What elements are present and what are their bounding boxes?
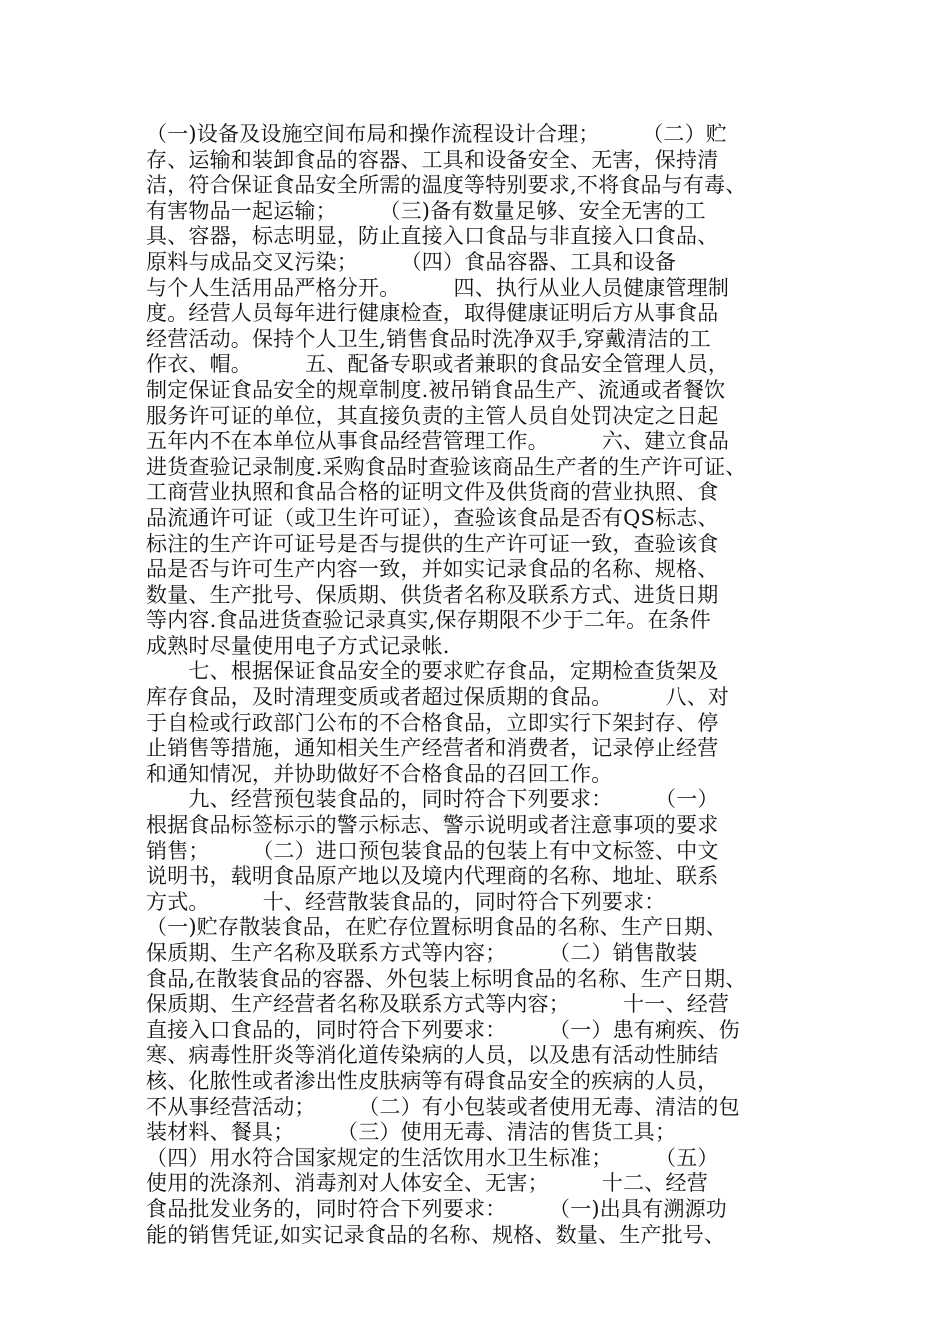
text-line: 食品,在散装食品的容器、外包装上标明食品的名称、生产日期、 bbox=[146, 966, 747, 991]
text-line: 度。经营人员每年进行健康检查，取得健康证明后方从事食品 bbox=[146, 301, 719, 326]
text-line: 方式。 十、经营散装食品的，同时符合下列要求： bbox=[146, 889, 666, 914]
text-line: 工商营业执照和食品合格的证明文件及供货商的营业执照、食 bbox=[146, 480, 719, 505]
text-line: 进货查验记录制度.采购食品时查验该商品生产者的生产许可证、 bbox=[146, 454, 747, 479]
text-line: 数量、生产批号、保质期、供货者名称及联系方式、进货日期 bbox=[146, 582, 719, 607]
text-line: 销售； （二）进口预包装食品的包装上有中文标签、中文 bbox=[146, 838, 719, 863]
text-line: 品是否与许可生产内容一致，并如实记录食品的名称、规格、 bbox=[146, 557, 719, 582]
text-line: 与个人生活用品严格分开。 四、执行从业人员健康管理制 bbox=[146, 275, 730, 300]
text-line: 于自检或行政部门公布的不合格食品，立即实行下架封存、停 bbox=[146, 710, 719, 735]
text-line: 成熟时尽量使用电子方式记录帐. bbox=[146, 633, 450, 658]
text-line: 标注的生产许可证号是否与提供的生产许可证一致，查验该食 bbox=[146, 531, 719, 556]
text-line: 使用的洗涤剂、消毒剂对人体安全、无害； 十二、经营 bbox=[146, 1171, 708, 1196]
text-line: 品流通许可证（或卫生许可证），查验该食品是否有QS标志、 bbox=[146, 505, 719, 530]
text-line: 有害物品一起运输； （三)备有数量足够、安全无害的工 bbox=[146, 198, 706, 223]
text-line: 作衣、帽。 五、配备专职或者兼职的食品安全管理人员， bbox=[146, 352, 730, 377]
text-line: 原料与成品交叉污染； （四）食品容器、工具和设备 bbox=[146, 249, 677, 274]
text-line: 核、化脓性或者渗出性皮肤病等有碍食品安全的疾病的人员， bbox=[146, 1068, 719, 1093]
text-line: 具、容器，标志明显，防止直接入口食品与非直接入口食品、 bbox=[146, 224, 719, 249]
text-line: 存、运输和装卸食品的容器、工具和设备安全、无害，保持清 bbox=[146, 147, 719, 172]
text-line: 保质期、生产名称及联系方式等内容； （二）销售散装 bbox=[146, 941, 698, 965]
text-line: 库存食品，及时清理变质或者超过保质期的食品。 八、对 bbox=[146, 685, 730, 710]
text-line: 不从事经营活动； （二）有小包装或者使用无毒、清洁的包 bbox=[146, 1094, 740, 1119]
text-line: 说明书，载明食品原产地以及境内代理商的名称、地址、联系 bbox=[146, 864, 719, 889]
text-line: （四）用水符合国家规定的生活饮用水卫生标准； （五） bbox=[146, 1145, 719, 1170]
text-line: 九、经营预包装食品的，同时符合下列要求： （一） bbox=[146, 787, 719, 812]
text-line: 寒、病毒性肝炎等消化道传染病的人员，以及患有活动性肺结 bbox=[146, 1043, 719, 1068]
text-line: 经营活动。保持个人卫生,销售食品时洗净双手,穿戴清洁的工 bbox=[146, 326, 711, 351]
text-line: 服务许可证的单位，其直接负责的主管人员自处罚决定之日起 bbox=[146, 403, 719, 428]
text-line: 根据食品标签标示的警示标志、警示说明或者注意事项的要求 bbox=[146, 813, 719, 838]
text-line: 直接入口食品的，同时符合下列要求： （一）患有痢疾、伤 bbox=[146, 1017, 740, 1042]
text-line: 食品批发业务的，同时符合下列要求： （一)出具有溯源功 bbox=[146, 1196, 727, 1221]
text-line: 和通知情况，并协助做好不合格食品的召回工作。 bbox=[146, 761, 613, 786]
text-line: 制定保证食品安全的规章制度.被吊销食品生产、流通或者餐饮 bbox=[146, 377, 726, 402]
text-line: 七、根据保证食品安全的要求贮存食品，定期检查货架及 bbox=[146, 659, 719, 684]
text-line: 保质期、生产经营者名称及联系方式等内容； 十一、经营 bbox=[146, 992, 730, 1017]
text-line: 止销售等措施，通知相关生产经营者和消费者，记录停止经营 bbox=[146, 736, 719, 761]
text-line: （一)贮存散装食品，在贮存位置标明食品的名称、生产日期、 bbox=[146, 915, 727, 940]
text-line: 等内容.食品进货查验记录真实,保存期限不少于二年。在条件 bbox=[146, 608, 711, 633]
text-line: 装材料、餐具； （三）使用无毒、清洁的售货工具； bbox=[146, 1120, 677, 1145]
text-line: 洁，符合保证食品安全所需的温度等特别要求,不将食品与有毒、 bbox=[146, 173, 747, 198]
text-line: 能的销售凭证,如实记录食品的名称、规格、数量、生产批号、 bbox=[146, 1222, 726, 1247]
text-line: 五年内不在本单位从事食品经营管理工作。 六、建立食品 bbox=[146, 429, 730, 454]
document-body bbox=[146, 122, 816, 1248]
text-line: （一)设备及设施空间布局和操作流程设计合理； （二）贮 bbox=[146, 122, 727, 146]
